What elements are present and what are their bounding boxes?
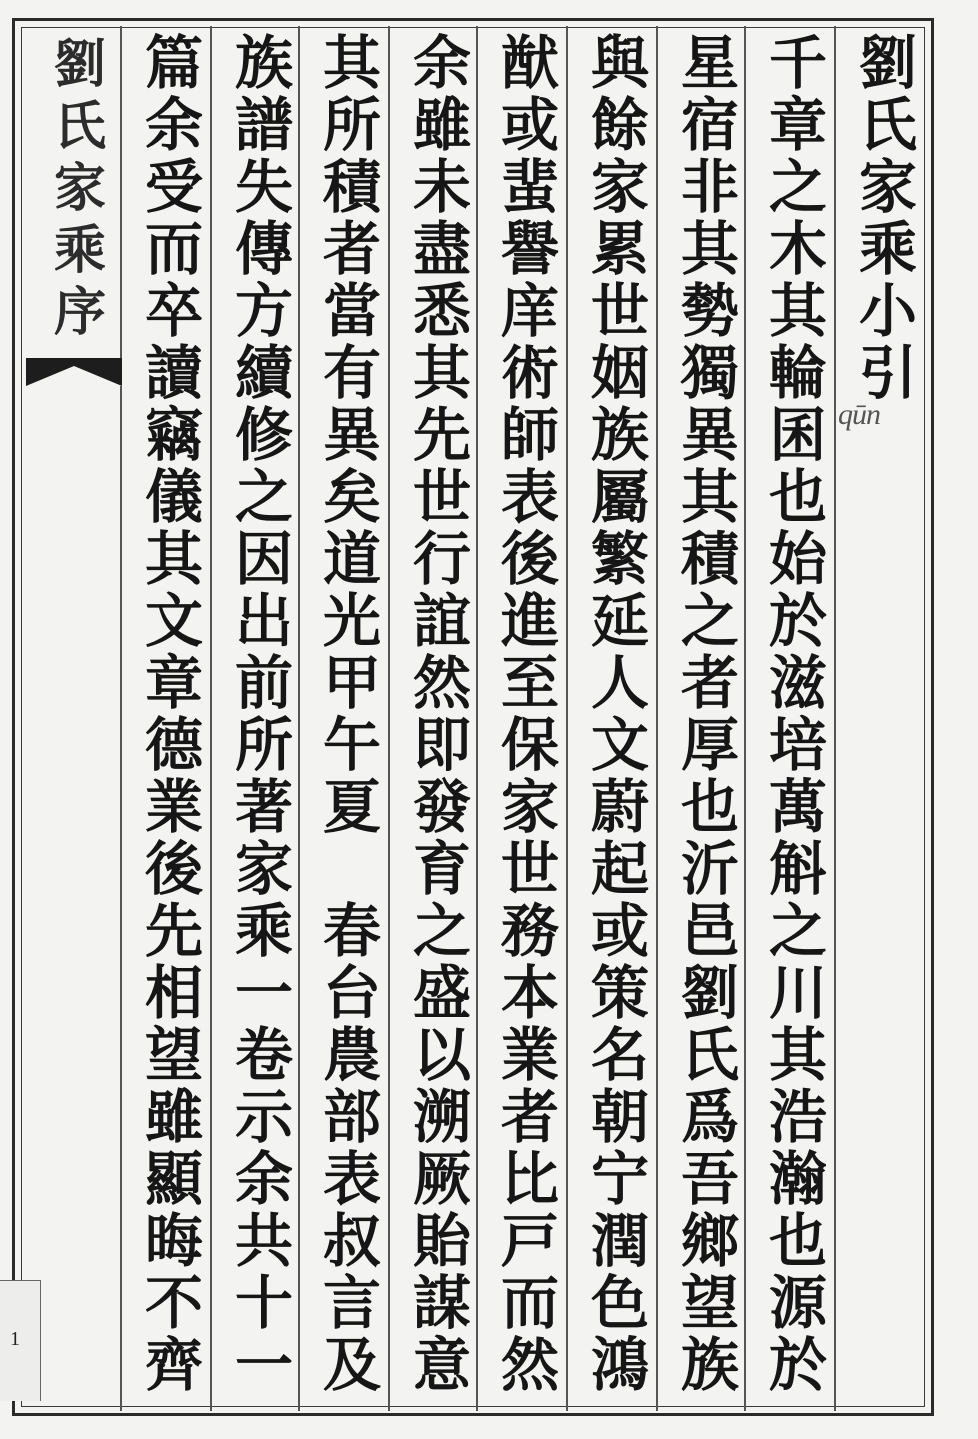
text-glyph: 以 [412,1021,471,1089]
text-glyph: 星 [680,29,739,97]
text-glyph: 其 [768,277,827,345]
text-glyph: 章 [144,649,203,717]
fishtail-ornament [26,358,126,388]
text-glyph: 竊 [144,401,203,469]
text-glyph: 未 [412,153,471,221]
margin-title [38,34,122,1404]
text-glyph: 前 [234,649,293,717]
text-glyph: 比 [500,1145,559,1213]
text-glyph: 氏 [680,1021,739,1089]
text-glyph: 乘 [53,220,106,281]
text-glyph: 潤 [590,1207,649,1275]
text-glyph: 余 [412,29,471,97]
text-glyph: 延 [590,587,649,655]
text-glyph: 光 [322,587,381,655]
text-column-5 [400,29,484,1402]
title-column [846,29,930,1402]
text-glyph: 表 [322,1145,381,1213]
text-glyph: 族 [680,1331,739,1399]
text-glyph: 源 [768,1269,827,1337]
text-glyph: 續 [234,339,293,407]
text-glyph: 雖 [412,91,471,159]
text-glyph: 午 [322,711,381,779]
text-glyph: 意 [412,1331,471,1399]
text-glyph: 然 [500,1331,559,1399]
text-glyph: 鴻 [590,1331,649,1399]
text-glyph: 示 [234,1083,293,1151]
text-glyph: 獨 [680,339,739,407]
text-glyph: 有 [322,339,381,407]
text-glyph: 積 [322,153,381,221]
text-glyph: 爲 [680,1083,739,1151]
text-glyph: 傳 [234,215,293,283]
text-glyph: 行 [412,525,471,593]
text-glyph: 業 [144,773,203,841]
text-glyph: 甲 [322,649,381,717]
text-glyph: 其 [412,339,471,407]
text-glyph: 繁 [590,525,649,593]
text-glyph: 或 [590,897,649,965]
text-glyph: 滋 [768,649,827,717]
text-glyph: 異 [322,401,381,469]
text-glyph: 劉 [858,29,917,97]
text-glyph: 庠 [500,277,559,345]
text-glyph: 儀 [144,463,203,531]
text-glyph: 蜚 [500,153,559,221]
text-glyph: 春 [322,897,381,965]
text-glyph: 名 [590,1021,649,1089]
text-glyph: 余 [144,91,203,159]
text-glyph: 育 [412,835,471,903]
text-glyph: 即 [412,711,471,779]
text-glyph: 家 [53,158,106,219]
text-glyph: 盛 [412,959,471,1027]
text-glyph: 劉 [680,959,739,1027]
text-glyph: 積 [680,525,739,593]
text-glyph: 宁 [590,1145,649,1213]
text-glyph: 序 [53,282,106,343]
text-glyph: 所 [322,91,381,159]
text-glyph: 望 [144,1021,203,1089]
text-glyph: 修 [234,401,293,469]
text-glyph: 家 [234,835,293,903]
text-glyph: 章 [768,91,827,159]
text-glyph: 起 [590,835,649,903]
text-glyph: 保 [500,711,559,779]
text-glyph: 之 [234,463,293,531]
text-glyph: 叔 [322,1207,381,1275]
text-glyph: 乘 [858,215,917,283]
text-glyph: 謀 [412,1269,471,1337]
text-glyph: 一 [234,959,293,1027]
text-glyph: 非 [680,153,739,221]
text-glyph: 誼 [412,587,471,655]
text-glyph: 氏 [858,91,917,159]
text-glyph: 餘 [590,91,649,159]
text-column-6 [310,29,394,1402]
text-glyph: 於 [768,587,827,655]
text-glyph: 卷 [234,1021,293,1089]
text-glyph: 悉 [412,277,471,345]
text-glyph: 木 [768,215,827,283]
text-glyph: 共 [234,1207,293,1275]
text-glyph: 余 [234,1145,293,1213]
text-glyph: 其 [680,463,739,531]
text-glyph: 於 [768,1331,827,1399]
text-glyph: 人 [590,649,649,717]
text-glyph: 輪 [768,339,827,407]
text-glyph: 德 [144,711,203,779]
text-glyph: 引 [858,339,917,407]
text-glyph: 表 [500,463,559,531]
text-glyph: 著 [234,773,293,841]
text-glyph: 萬 [768,773,827,841]
column-space [316,838,388,900]
text-glyph: 家 [858,153,917,221]
text-glyph: 姻 [590,339,649,407]
text-glyph: 小 [858,277,917,345]
text-glyph: 斛 [768,835,827,903]
text-glyph: 其 [322,29,381,97]
text-glyph: 譽 [500,215,559,283]
handwritten-annotation: qūn [838,398,880,431]
text-glyph: 者 [500,1083,559,1151]
text-column-4 [488,29,572,1402]
text-glyph: 因 [234,525,293,593]
text-glyph: 累 [590,215,649,283]
text-glyph: 劉 [53,34,106,95]
text-glyph: 農 [322,1021,381,1089]
text-glyph: 其 [144,525,203,593]
text-glyph: 受 [144,153,203,221]
text-glyph: 者 [680,649,739,717]
text-glyph: 千 [768,29,827,97]
text-glyph: 當 [322,277,381,345]
text-glyph: 先 [412,401,471,469]
text-glyph: 之 [412,897,471,965]
text-glyph: 邑 [680,897,739,965]
text-column-2 [668,29,752,1402]
text-glyph: 屬 [590,463,649,531]
text-glyph: 或 [500,91,559,159]
text-glyph: 夏 [322,773,381,841]
text-glyph: 乘 [234,897,293,965]
text-glyph: 言 [322,1269,381,1337]
text-glyph: 家 [500,773,559,841]
text-glyph: 沂 [680,835,739,903]
text-glyph: 宿 [680,91,739,159]
text-glyph: 色 [590,1269,649,1337]
text-glyph: 蔚 [590,773,649,841]
text-glyph: 族 [590,401,649,469]
text-glyph: 本 [500,959,559,1027]
text-glyph: 出 [234,587,293,655]
text-glyph: 貽 [412,1207,471,1275]
text-glyph: 進 [500,587,559,655]
text-glyph: 世 [412,463,471,531]
text-glyph: 道 [322,525,381,593]
text-glyph: 之 [768,897,827,965]
text-glyph: 部 [322,1083,381,1151]
text-glyph: 之 [768,153,827,221]
text-glyph: 鄉 [680,1207,739,1275]
text-glyph: 文 [144,587,203,655]
text-glyph: 望 [680,1269,739,1337]
text-glyph: 其 [680,215,739,283]
text-glyph: 晦 [144,1207,203,1275]
text-column-8 [132,29,216,1402]
text-glyph: 者 [322,215,381,283]
text-glyph: 策 [590,959,649,1027]
text-glyph: 也 [680,773,739,841]
text-glyph: 譜 [234,91,293,159]
text-glyph: 後 [144,835,203,903]
text-glyph: 朝 [590,1083,649,1151]
text-glyph: 家 [590,153,649,221]
text-glyph: 卒 [144,277,203,345]
text-glyph: 務 [500,897,559,965]
text-glyph: 之 [680,587,739,655]
text-glyph: 至 [500,649,559,717]
text-glyph: 所 [234,711,293,779]
text-glyph: 培 [768,711,827,779]
text-glyph: 而 [500,1269,559,1337]
text-glyph: 異 [680,401,739,469]
page-number: 1 [10,1328,20,1350]
text-glyph: 台 [322,959,381,1027]
text-glyph: 浩 [768,1083,827,1151]
text-glyph: 勢 [680,277,739,345]
text-glyph: 也 [768,463,827,531]
text-glyph: 盡 [412,215,471,283]
text-glyph: 囷 [768,401,827,469]
text-glyph: 文 [590,711,649,779]
text-glyph: 讀 [144,339,203,407]
text-column-7 [222,29,306,1402]
text-glyph: 川 [768,959,827,1027]
text-glyph: 猷 [500,29,559,97]
text-glyph: 戸 [500,1207,559,1275]
text-glyph: 與 [590,29,649,97]
text-glyph: 篇 [144,29,203,97]
text-glyph: 及 [322,1331,381,1399]
text-glyph: 世 [500,835,559,903]
text-glyph: 術 [500,339,559,407]
text-glyph: 世 [590,277,649,345]
text-glyph: 氏 [53,96,106,157]
text-glyph: 始 [768,525,827,593]
text-glyph: 發 [412,773,471,841]
text-glyph: 顯 [144,1145,203,1213]
text-glyph: 失 [234,153,293,221]
text-glyph: 也 [768,1207,827,1275]
text-glyph: 業 [500,1021,559,1089]
text-glyph: 而 [144,215,203,283]
text-glyph: 厚 [680,711,739,779]
text-glyph: 十 [234,1269,293,1337]
text-glyph: 其 [768,1021,827,1089]
text-glyph: 一 [234,1331,293,1399]
text-glyph: 不 [144,1269,203,1337]
text-glyph: 後 [500,525,559,593]
text-glyph: 吾 [680,1145,739,1213]
text-glyph: 相 [144,959,203,1027]
text-glyph: 然 [412,649,471,717]
text-glyph: 雖 [144,1083,203,1151]
text-column-1 [756,29,840,1402]
text-glyph: 先 [144,897,203,965]
text-glyph: 族 [234,29,293,97]
text-glyph: 瀚 [768,1145,827,1213]
text-glyph: 矣 [322,463,381,531]
text-column-3 [578,29,662,1402]
text-glyph: 溯 [412,1083,471,1151]
text-glyph: 厥 [412,1145,471,1213]
page-number-box [0,1280,41,1401]
text-glyph: 齊 [144,1331,203,1399]
text-glyph: 師 [500,401,559,469]
text-glyph: 方 [234,277,293,345]
